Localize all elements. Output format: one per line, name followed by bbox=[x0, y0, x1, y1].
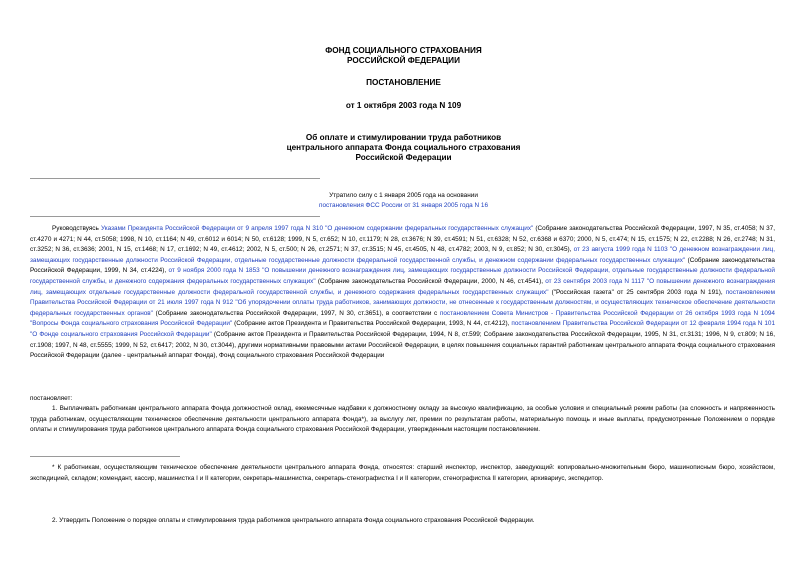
resolves-label: постановляет: bbox=[30, 395, 73, 402]
preamble-link-decree-1853[interactable]: от 9 ноября 2000 года N 1853 "О повышении денежного вознаграждения лиц, замещающих государственные должности Российской Федерации, отдельные государственные должности федеральной государственной службы, и денежного содержания федеральных государственных служащих" bbox=[30, 267, 775, 285]
preamble-link-decree-1103[interactable]: от 23 августа 1999 года N 1103 "О денежном вознаграждении лиц, замещающих государственные должности Российской Федерации, отдельные государственные должности федеральной государственной службы, и денежном содержании федеральных государственных служащих" bbox=[30, 246, 775, 264]
document-date: от 1 октября 2003 года N 109 bbox=[345, 101, 462, 110]
title-line-2: центрального аппарата Фонда социального страхования bbox=[286, 143, 521, 152]
validity-note bbox=[0, 191, 807, 211]
divider-bottom bbox=[30, 216, 320, 217]
validity-note-link[interactable]: постановления ФСС России от 31 января 2005 года N 16 bbox=[318, 202, 488, 209]
preamble-text: (Собрание законодательства Российской Федерации, 1999, N 34, ст.4224), bbox=[30, 256, 775, 275]
preamble-link-resolution-912[interactable]: постановлением Правительства Российской Федерации от 21 июля 1997 года N 912 "Об упорядочении оплаты труда работников, занимающих должности, не отнесенные к государственным должностям, и осуществляющих техническое обеспечение деятельности федеральных государственных органов" bbox=[30, 288, 775, 317]
preamble-text: (Собрание актов Президента и Правительства Российской Федерации, 1994, N 8, ст.599; Собрание законодательства Российской Федерации, 1995, N 31, ст.3131; 1996, N 9, ст.809; N 16, ст.1908; 1997, N 48, ст.5555; 1999, N 52, ст.6417; 2002, N 30, ст.3044), другими нормативными правовыми актами Российской Федерации, в целях повышения социальных гарантий работникам центрального аппарата Фонда социального страхования Российской Федерации (далее - центральный аппарат Фонда), Фонд социального страхования Российской Федерации bbox=[30, 330, 775, 360]
footnote-paragraph: * К работникам, осуществляющим техническое обеспечение деятельности центрального аппарата Фонда, относятся: старший инспектор, инспектор, заведующий: копировально-множительным бюро, машинописным бюро, хозяйством, экспедицией, складом; комендант, кассир, машинистка I и II категории, секретарь-машинистка, секретарь-стенографистка I и II категории, стенографистка II категории, архивариус, экспедитор. bbox=[30, 464, 775, 482]
issuer-line-1: ФОНД СОЦИАЛЬНОГО СТРАХОВАНИЯ bbox=[325, 46, 482, 55]
validity-note-text: Утратило силу с 1 января 2005 года на основании bbox=[329, 192, 478, 199]
preamble-link-decree-310[interactable]: Указами Президента Российской Федерации от 9 апреля 1997 года N 310 "О денежном содержании федеральных государственных служащих" bbox=[100, 225, 534, 232]
item-1-paragraph: 1. Выплачивать работникам центрального аппарата Фонда должностной оклад, ежемесячные надбавки к должностному окладу за высокую квалификацию, за особые условия и специальный режим работы (за сложность и напряженность труда работникам, осуществляющим техническое обеспечение деятельности центрального аппарата Фонда*), за выслугу лет, премии по результатам работы, материальную помощь и иные выплаты, предусмотренные Положением о порядке оплаты и стимулирования труда работников центрального аппарата Фонда социального страхования Российской Федерации, утвержденным настоящим постановлением. bbox=[30, 405, 775, 434]
title-line-3: Российской Федерации bbox=[355, 153, 452, 162]
preamble-text: (Собрание законодательства Российской Федерации, 1997, N 35, ст.4058; N 37, ст.4270 и 4271; N 44, ст.5058; 1998, N 10, ст.1164; N 49, ст.6012 и 6014; N 50, ст.6128; 1999, N 5, ст.652; N 10, ст.1179; N 28, ст.3676; N 39, ст.4591; N 51, ст.6328; N 52, ст.6368 и 6370; 2000, N 5, ст.474; N 15, ст.1575; N 22, ст.2288; N 26, ст.2748; N 31, ст.3252; N 36, ст.3636; 2001, N 15, ст.1468; N 17, ст.1692; N 49, ст.4612; 2002, N 5, ст.500; N 26, ст.2571; N 37, ст.3515; N 45, ст.4505, N 48, ст.4782; 2003, N 9, ст.852; N 30, ст.3045), bbox=[30, 225, 775, 254]
document-kind: ПОСТАНОВЛЕНИЕ bbox=[366, 78, 441, 87]
preamble-text: (Собрание законодательства Российской Федерации, 1997, N 30, ст.3651), в соответствии с bbox=[152, 309, 440, 317]
preamble-paragraph bbox=[30, 224, 775, 362]
issuer-heading bbox=[0, 46, 807, 66]
issuer-line-2: РОССИЙСКОЙ ФЕДЕРАЦИИ bbox=[347, 56, 460, 65]
preamble-text: (Собрание законодательства Российской Федерации, 2000, N 46, ст.4541), bbox=[315, 277, 546, 285]
preamble-text: ("Российская газета" от 25 сентября 2003 года N 191), bbox=[548, 288, 726, 296]
document-title bbox=[0, 133, 807, 163]
preamble-link-resolution-101[interactable]: постановлением Правительства Российской Федерации от 12 февраля 1994 года N 101 "О Фонде социального страхования Российской Федерации" bbox=[30, 320, 775, 338]
divider-top bbox=[30, 178, 320, 179]
preamble-text: Руководствуясь bbox=[52, 225, 101, 232]
preamble-link-decree-1117[interactable]: от 23 сентября 2003 года N 1117 "О повышении денежного вознаграждения лиц, замещающих отдельные государственные должности федеральной государственной службы, и денежного содержания федеральных государственных служащих" bbox=[30, 277, 775, 296]
title-line-1: Об оплате и стимулировании труда работников bbox=[305, 133, 502, 142]
footnote-divider bbox=[30, 456, 180, 457]
preamble-text: (Собрание актов Президента и Правительства Российской Федерации, 1993, N 44, ст.4212), bbox=[232, 320, 512, 328]
preamble-link-resolution-1094[interactable]: постановлением Совета Министров - Правительства Российской Федерации от 26 октября 1993 года N 1094 "Вопросы Фонда социального страхования Российской Федерации" bbox=[30, 309, 775, 328]
item-2-paragraph: 2. Утвердить Положение о порядке оплаты и стимулирования труда работников центрального аппарата Фонда социального страхования Российской Федерации. bbox=[52, 517, 535, 524]
